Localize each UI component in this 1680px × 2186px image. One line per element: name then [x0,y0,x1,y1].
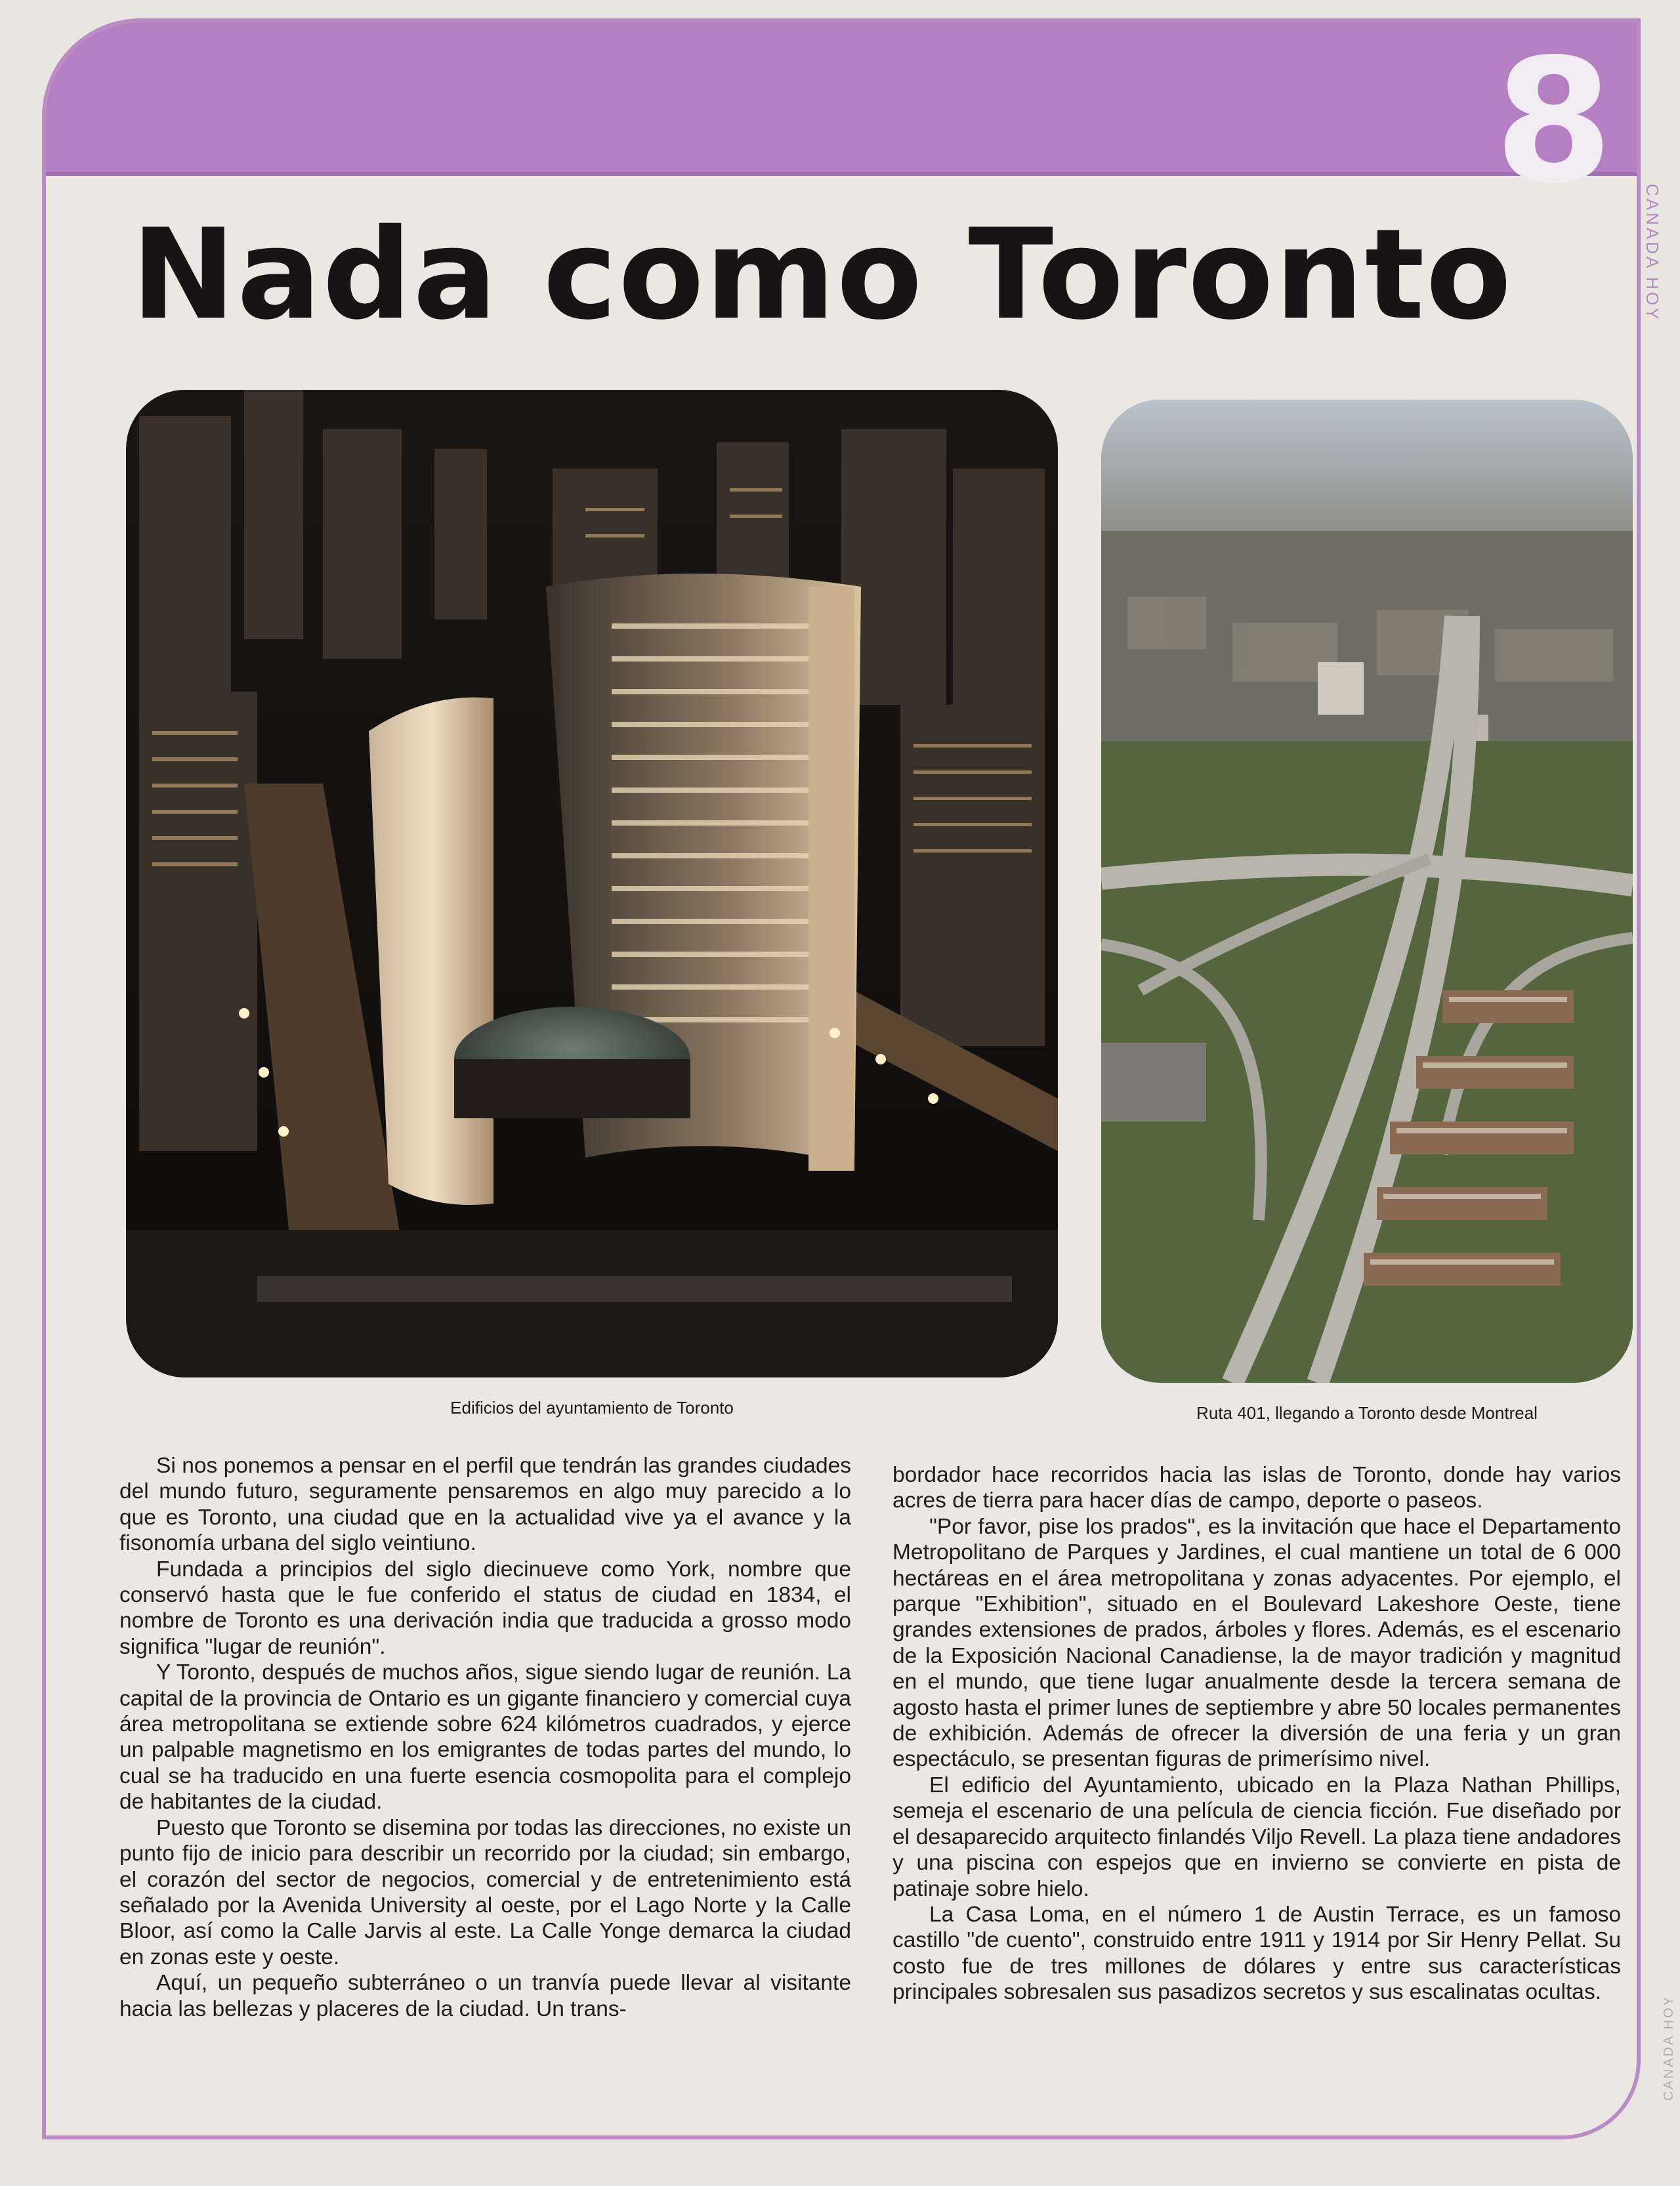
article-column-left [119,1453,851,2022]
article-title: Nada como Toronto [131,202,1513,347]
article-column-right [892,1462,1621,2006]
paragraph: Y Toronto, después de muchos años, sigue siendo lugar de reunión. La capital de la provincia de Ontario es un gigante financiero y comercial cuya área metropolitana se extiende sobre 624 kilómetros cuadrados, y ejerce un palpable magnetismo en los emigrantes de todas partes del mundo, lo cual se ha traducido en una fuerte esencia cosmopolita para el complejo de habitantes de la ciudad. [119,1660,851,1815]
paragraph: Si nos ponemos a pensar en el perfil que tendrán las grandes ciudades del mundo futuro, seguramente pensaremos en algo muy parecido a lo que es Toronto, una ciudad que en la actualidad vive ya el avance y la fisonomía urbana del siglo veintiuno. [119,1454,851,1556]
magazine-side-label: CANADA HOY [1643,184,1662,322]
photo-caption-left: Edificios del ayuntamiento de Toronto [450,1398,734,1418]
paragraph: "Por favor, pise los prados", es la invitación que hace el Departamento Metropolitano de Parques y Jardines, el cual mantiene un total de 6 000 hectáreas en el área metropolitana y zonas adyacentes. Por ejemplo, el parque "Exhibition", situado en el Boulevard Lakeshore Oeste, tiene grandes extensiones de prados, árboles y flores. Además, es el escenario de la Exposición Nacional Canadiense, la de mayor tradición y magnitud en el mundo, que tiene lugar anualmente desde la tercera semana de agosto hasta el primer lunes de septiembre y abre 50 locales permanentes de exhibición. Además de ofrecer la diversión de una feria y un gran espectáculo, se presentan figuras de primerísimo nivel. [892,1514,1621,1772]
page-frame [42,18,1641,2139]
paragraph: Puesto que Toronto se disemina por todas las direcciones, no existe un punto fijo de inicio para describir un recorrido por la ciudad; sin embargo, el corazón del sector de negocios, comercial y de entretenimiento está señalado por la Avenida University al oeste, por el Lago Norte y la Calle Bloor, así como la Calle Jarvis al este. La Calle Yonge demarca la ciudad en zonas este y oeste. [119,1815,851,1969]
paragraph: El edificio del Ayuntamiento, ubicado en la Plaza Nathan Phillips, semeja el escenario de una película de ciencia ficción. Fue diseñado por el desaparecido arquitecto finlandés Viljo Revell. La plaza tiene andadores y una piscina con espejos que en invierno se convierte en pista de patinaje sobre hielo. [892,1773,1621,1901]
page-number: 8 [1494,23,1610,221]
highway-photo [1101,400,1633,1383]
photo-caption-right: Ruta 401, llegando a Toronto desde Montreal [1196,1403,1538,1423]
paragraph: Fundada a principios del siglo diecinueve como York, nombre que conservó hasta que le fue conferido el status de ciudad en 1834, el nombre de Toronto es una derivación india que traducida a grosso modo significa "lugar de reunión". [119,1557,851,1659]
paragraph: La Casa Loma, en el número 1 de Austin Terrace, es un famoso castillo "de cuento", construido entre 1911 y 1914 por Sir Henry Pellat. Su costo fue de tres millones de dólares y entre sus características principales sobresalen sus pasadizos secretos y sus escalinatas ocultas. [892,1902,1621,2005]
city-hall-photo [126,390,1058,1377]
highway-illustration [1101,400,1633,1383]
paragraph: bordador hace recorridos hacia las islas de Toronto, donde hay varios acres de tierra para hacer días de campo, deporte o paseos. [892,1463,1621,1513]
header-banner [46,22,1637,221]
city-hall-illustration [126,390,1058,1377]
paragraph: Aquí, un pequeño subterráneo o un tranvía puede llevar al visitante hacia las bellezas y placeres de la ciudad. Un trans- [119,1971,851,2021]
magazine-side-label-bottom: CANADA HOY [1662,1995,1676,2101]
